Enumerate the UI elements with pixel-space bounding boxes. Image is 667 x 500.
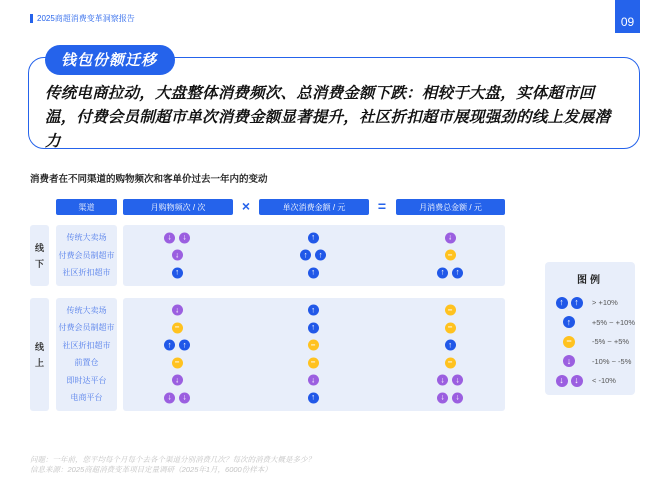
up-arrow-icon: ↑	[172, 267, 183, 278]
down-arrow-icon: ↓	[437, 375, 448, 386]
table-row	[123, 264, 505, 282]
legend-items	[545, 293, 635, 391]
table-row	[123, 389, 505, 407]
section-title-badge: 钱包份额迁移	[45, 45, 175, 75]
legend-label: -10% ~ -5%	[592, 356, 632, 366]
change-icon-group-up	[283, 267, 343, 278]
change-icon-group-down	[283, 375, 343, 386]
up-arrow-icon: ↑	[164, 340, 175, 351]
change-icon-group-down	[420, 375, 480, 386]
change-icon-group-up	[283, 322, 343, 333]
change-icon-group-flat	[147, 357, 207, 368]
flat-arrow-icon: −	[172, 322, 183, 333]
legend-item	[545, 371, 635, 391]
change-icon-group-down	[420, 232, 480, 243]
down-arrow-icon: ↓	[172, 305, 183, 316]
channel-column	[56, 225, 117, 286]
change-icon-group-up	[283, 305, 343, 316]
section-label-char: 线	[34, 242, 44, 253]
down-arrow-icon: ↓	[172, 250, 183, 261]
chart-subtitle: 消费者在不同渠道的购物频次和客单价过去一年内的变动	[30, 174, 268, 185]
channel-label: 即时达平台	[66, 375, 107, 385]
channel-label: 电商平台	[70, 393, 103, 403]
down-arrow-icon: ↓	[563, 355, 575, 367]
change-icon-group-down	[147, 375, 207, 386]
legend-icon-box	[550, 316, 588, 328]
table-row	[123, 247, 505, 265]
legend-panel	[545, 262, 635, 395]
change-icon-group-up	[420, 340, 480, 351]
up-arrow-icon: ↑	[445, 340, 456, 351]
table-row	[123, 302, 505, 320]
change-icon-group-down	[147, 232, 207, 243]
flat-arrow-icon: −	[563, 336, 575, 348]
section-label	[30, 298, 49, 411]
report-tag	[30, 13, 135, 24]
change-icon-group-flat	[420, 305, 480, 316]
legend-icon-box	[550, 355, 588, 367]
down-arrow-icon: ↓	[445, 232, 456, 243]
change-icon-group-flat	[147, 322, 207, 333]
accent-bar-icon	[30, 14, 33, 23]
column-header-total: 月消费总金额 / 元	[396, 199, 505, 215]
table-row	[123, 372, 505, 390]
up-arrow-icon: ↑	[308, 392, 319, 403]
channel-column	[56, 298, 117, 411]
legend-icon-box	[550, 297, 588, 309]
flat-arrow-icon: −	[445, 322, 456, 333]
summary-card	[28, 52, 640, 151]
channel-label: 社区折扣超市	[62, 268, 111, 278]
up-arrow-icon: ↑	[556, 297, 568, 309]
change-icon-group-flat	[420, 357, 480, 368]
change-icon-group-down	[147, 305, 207, 316]
column-header-amount: 单次消费金额 / 元	[259, 199, 369, 215]
up-arrow-icon: ↑	[315, 250, 326, 261]
equals-operator: =	[377, 198, 387, 214]
down-arrow-icon: ↓	[452, 392, 463, 403]
flat-arrow-icon: −	[445, 305, 456, 316]
down-arrow-icon: ↓	[164, 232, 175, 243]
summary-text: 传统电商拉动，大盘整体消费频次、总消费金额下跌：相较于大盘，实体超市回温，付费会员制超市单次消费金额显著提升，社区折扣超市展现强劲的线上发展潜力	[45, 85, 611, 151]
data-column	[123, 298, 505, 411]
channel-change-table	[30, 225, 505, 423]
down-arrow-icon: ↓	[556, 375, 568, 387]
down-arrow-icon: ↓	[179, 392, 190, 403]
legend-icon-box	[550, 375, 588, 387]
up-arrow-icon: ↑	[179, 340, 190, 351]
change-icon-group-up	[283, 250, 343, 261]
down-arrow-icon: ↓	[179, 232, 190, 243]
change-icon-group-down	[147, 392, 207, 403]
up-arrow-icon: ↑	[308, 305, 319, 316]
column-header-frequency: 月购物频次 / 次	[123, 199, 233, 215]
flat-arrow-icon: −	[172, 357, 183, 368]
table-header	[30, 199, 505, 215]
legend-label: +5% ~ +10%	[591, 317, 635, 327]
channel-label: 前置仓	[74, 358, 99, 368]
change-icon-group-up	[283, 392, 343, 403]
table-section	[30, 298, 505, 411]
table-row	[123, 229, 505, 247]
change-icon-group-down	[147, 250, 207, 261]
up-arrow-icon: ↑	[308, 267, 319, 278]
report-title: 2025商超消费变革洞察报告	[37, 14, 135, 23]
up-arrow-icon: ↑	[437, 267, 448, 278]
down-arrow-icon: ↓	[308, 375, 319, 386]
footnote-question: 问题：一年前，您平均每个月每个去各个渠道分别消费几次？每次的消费大概是多少？	[30, 455, 315, 464]
up-arrow-icon: ↑	[308, 232, 319, 243]
change-icon-group-flat	[420, 250, 480, 261]
change-icon-group-up	[147, 267, 207, 278]
footnotes	[30, 455, 315, 475]
table-row	[123, 319, 505, 337]
change-icon-group-flat	[283, 357, 343, 368]
page-number: 09	[615, 0, 640, 33]
section-label-char: 下	[34, 258, 44, 269]
section-label-char: 上	[34, 357, 44, 368]
down-arrow-icon: ↓	[571, 375, 583, 387]
table-row	[123, 354, 505, 372]
change-icon-group-flat	[420, 322, 480, 333]
legend-item	[545, 313, 635, 333]
channel-label: 付费会员制超市	[58, 250, 115, 260]
channel-label: 付费会员制超市	[58, 323, 115, 333]
flat-arrow-icon: −	[308, 357, 319, 368]
legend-item	[545, 352, 635, 372]
channel-label: 传统大卖场	[66, 233, 107, 243]
change-icon-group-flat	[283, 340, 343, 351]
down-arrow-icon: ↓	[164, 392, 175, 403]
down-arrow-icon: ↓	[437, 392, 448, 403]
footnote-source: 信息来源：2025商超消费变革项目定量调研（2025年1月，6000份样本）	[30, 465, 272, 474]
flat-arrow-icon: −	[308, 340, 319, 351]
data-column	[123, 225, 505, 286]
legend-label: > +10%	[592, 298, 618, 308]
legend-item	[545, 332, 635, 352]
channel-label: 社区折扣超市	[62, 340, 111, 350]
section-label	[30, 225, 49, 286]
legend-title: 图例	[577, 275, 603, 286]
change-icon-group-up	[283, 232, 343, 243]
legend-label: < -10%	[592, 376, 616, 386]
down-arrow-icon: ↓	[452, 375, 463, 386]
legend-item	[545, 293, 635, 313]
flat-arrow-icon: −	[445, 250, 456, 261]
down-arrow-icon: ↓	[172, 375, 183, 386]
table-row	[123, 337, 505, 355]
column-header-channel: 渠道	[56, 199, 117, 215]
up-arrow-icon: ↑	[300, 250, 311, 261]
legend-label: -5% ~ +5%	[592, 337, 630, 347]
flat-arrow-icon: −	[445, 357, 456, 368]
up-arrow-icon: ↑	[571, 297, 583, 309]
up-arrow-icon: ↑	[452, 267, 463, 278]
change-icon-group-up	[147, 340, 207, 351]
table-section	[30, 225, 505, 286]
section-label-char: 线	[34, 341, 44, 352]
up-arrow-icon: ↑	[308, 322, 319, 333]
change-icon-group-down	[420, 392, 480, 403]
channel-label: 传统大卖场	[66, 305, 107, 315]
up-arrow-icon: ↑	[563, 316, 575, 328]
multiply-operator: ×	[241, 198, 251, 214]
change-icon-group-up	[420, 267, 480, 278]
legend-icon-box	[550, 336, 588, 348]
